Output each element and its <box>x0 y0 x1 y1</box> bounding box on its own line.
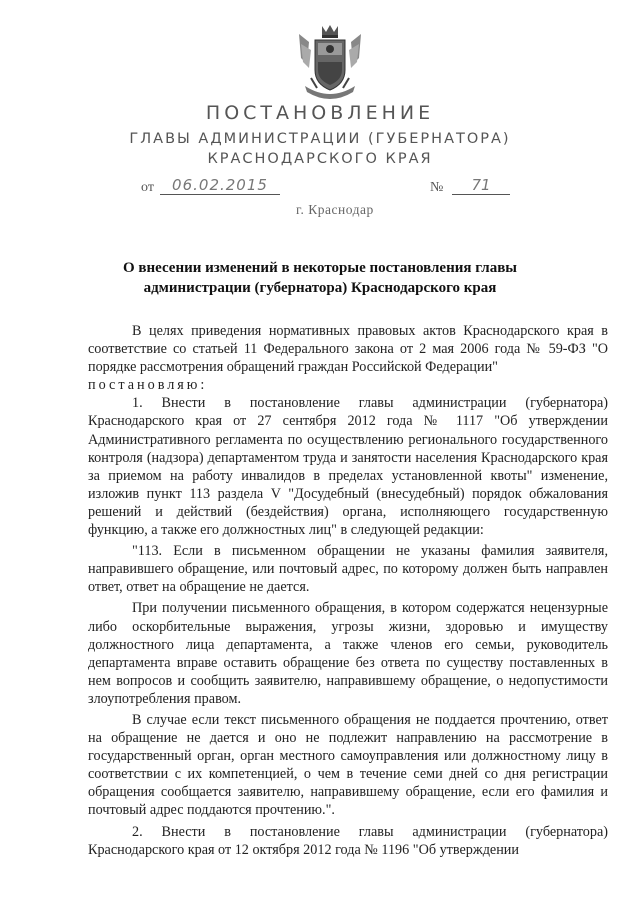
document-body <box>88 322 608 859</box>
document-title: О внесении изменений в некоторые постановления главы администрации (губернатора) Краснодарского края <box>122 260 518 296</box>
city-label: г. Краснодар <box>296 202 374 217</box>
paragraph-preamble <box>88 322 608 394</box>
paragraph-item-113: "113. Если в письменном обращении не указаны фамилия заявителя, направившего обращение, или почтовый адрес, по которому должен быть направлен ответ, ответ на обращение не дается. <box>88 543 608 596</box>
decree-keyword: постановляю: <box>88 377 208 394</box>
date-label: от <box>141 180 154 195</box>
handwritten-date: 06.02.2015 <box>160 176 280 195</box>
issuer-heading: ГЛАВЫ АДМИНИСТРАЦИИ (ГУБЕРНАТОРА) <box>129 131 511 147</box>
paragraph-obscene-content: При получении письменного обращения, в котором содержатся нецензурные либо оскорбительные выражения, угрозы жизни, здоровью и имуществу должностного лица департамента, а также членов его семьи, руководитель департамента вправе оставить обращение без ответа по существу поставленных в нем вопросов и сообщить заявителю, направившему обращение, о недопустимости злоупотребления правом. <box>88 600 608 707</box>
region-heading: КРАСНОДАРСКОГО КРАЯ <box>207 151 433 167</box>
handwritten-number: 71 <box>452 176 510 195</box>
document-type-heading: ПОСТАНОВЛЕНИЕ <box>205 102 435 124</box>
paragraph-item-1: 1. Внести в постановление главы администрации (губернатора) Краснодарского края от 27 сентября 2012 года № 1117 "Об утверждении Административного регламента по осуществлению регионального государственного контроля (надзора) департаментом труда и занятости населения Краснодарского края за приемом на работу инвалидов в пределах установленной квоты" изменение, изложив пункт 113 раздела V "Досудебный (внесудебный) порядок обжалования решений и действий (бездействия) органа, исполняющего государственную функцию, а также его должностных лиц" в следующей редакции: <box>88 395 608 539</box>
preamble-text: В целях приведения нормативных правовых актов Краснодарского края в соответствие со статьей 11 Федерального закона от 2 мая 2006 года № 59-ФЗ "О порядке рассмотрения обращений граждан Российской Федерации" <box>88 323 608 376</box>
paragraph-item-2: 2. Внести в постановление главы администрации (губернатора) Краснодарского края от 12 октября 2012 года № 1196 "Об утверждении <box>88 823 608 858</box>
number-label: № <box>430 180 444 195</box>
krasnodar-coat-of-arms-emblem <box>295 22 365 102</box>
paragraph-unreadable-text: В случае если текст письменного обращения не поддается прочтению, ответ на обращение не дается и оно не подлежит направлению на рассмотрение в государственный орган, орган местного самоуправления или должностному лицу в соответствии с их компетенцией, о чем в течение семи дней со дня регистрации обращения сообщается заявителю, направившему обращение, если его фамилия и почтовый адрес поддаются прочтению.". <box>88 711 608 819</box>
